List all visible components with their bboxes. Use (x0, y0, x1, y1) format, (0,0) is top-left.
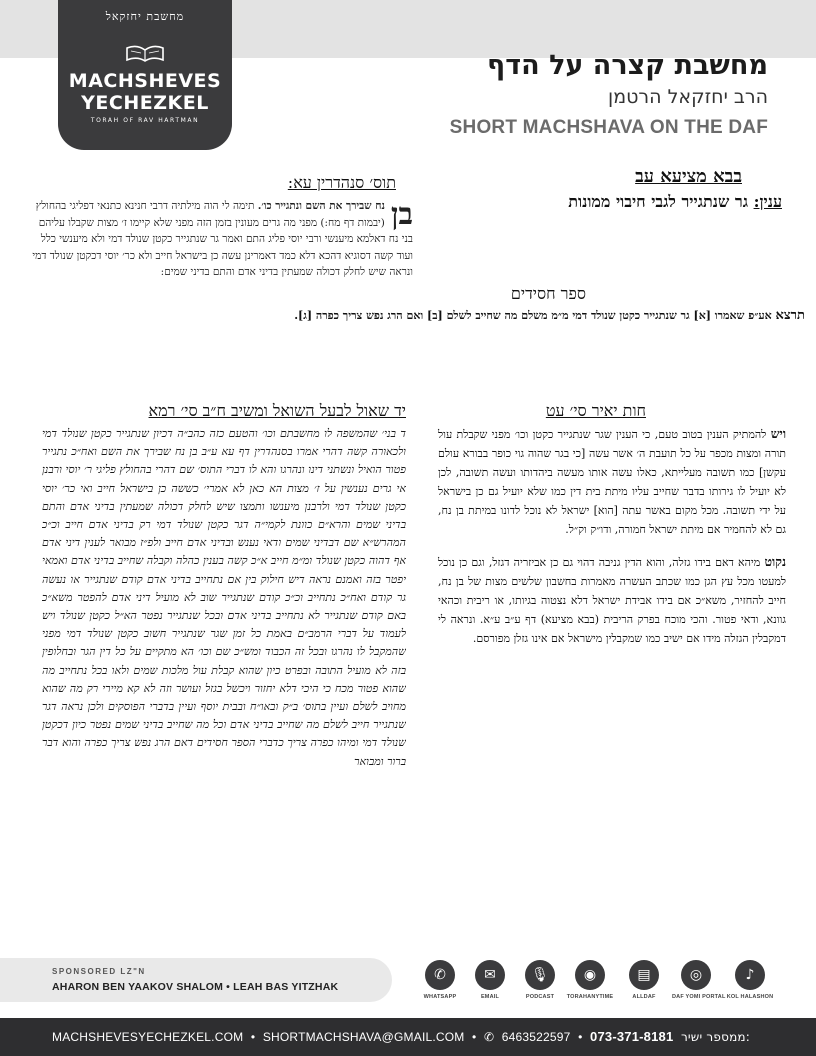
podcast-icon: 🎙 (525, 960, 555, 990)
logo-line2: YECHEZKEL (81, 92, 209, 114)
separator: • (250, 1030, 256, 1044)
torahanytime-link[interactable] (566, 960, 614, 1000)
email-icon: ✉ (475, 960, 505, 990)
chavos-p1-text: להמתיק הענין בטוב טעם, כי הענין שגר שנתגייר כקטן וכו׳ מפני שקבלת עול תורה ומצות מכפר על כל תועבת ה׳ אשר עשה [כי בגר שהוה גוי כופר בבורא עולם עקשן] כמו תשובה מעלייתא, כאלו עשה אותו מעשה ביהדותו ועשה תשובה, לכן לא יועיל לו גירותו בדבר שחייב עליו מיתת בית דין כמו שלא יועיל גם כן בישראל על ידי תשובה. מכל מקום באשר עתה [הוא] ישראל לא נוכל לדונו במיתת בן נח, גם לא להחמיר אם מיתת ישראל חמורה, ודו״ק וק״ל. (438, 428, 786, 537)
icon-caption: EMAIL (480, 994, 500, 1000)
kolhalashon-link[interactable] (726, 960, 774, 1000)
footer-bar (0, 1018, 816, 1056)
page-title-english: SHORT MACHSHAVA ON THE DAF (449, 117, 768, 138)
whatsapp-icon: ✆ (425, 960, 455, 990)
chasidim-text: אע״פ שאמרו [א] גר שנתגייר כקטן שנולד דמי מ״מ משלם מה שחייב לשלם [ב] ואם הרג נפש צריך כפרה [ג]. (294, 309, 772, 322)
tosfos-big-word: בן (390, 197, 413, 232)
icon-caption: KOL HALASHON (726, 994, 774, 1000)
platform-icons (416, 960, 796, 1006)
torahanytime-icon: ◉ (575, 960, 605, 990)
chasidim-text-block (270, 306, 805, 325)
whatsapp-link[interactable] (416, 960, 464, 1000)
masechta-heading: בבא מציעא עב (635, 166, 742, 187)
inyan-text: גר שנתגייר לגבי חיבוי ממונות (568, 192, 748, 211)
logo-hebrew: מחשבת יחזקאל (105, 10, 185, 23)
separator: • (578, 1030, 583, 1044)
author-hebrew: הרב יחזקאל הרטמן (608, 86, 768, 108)
kolhalashon-icon: ♪ (735, 960, 765, 990)
logo-tagline: TORAH OF RAV HARTMAN (90, 117, 200, 124)
daf-yomi-portal-icon: ◎ (681, 960, 711, 990)
chavos-text-block (438, 424, 786, 660)
phone-number-1[interactable]: 6463522597 (501, 1030, 571, 1044)
sponsor-label: SPONSORED LZ"N (52, 967, 146, 976)
icon-caption: DAF YOMI PORTAL (672, 994, 726, 1000)
tosfos-text-block (30, 198, 413, 368)
tosfos-heading: תוס׳ סנהדרין עא: (287, 173, 396, 192)
tosfos-text: תימה לי הוה מילתיה דרבי חנינא כתנאי דפליגי בהחולץ (יבמות דף מח:) מפני מה גרים מעונין בזמן הזה מפני שלא קיימו ז׳ מצות שקבלו עליהם בני נח דאלמא מיענשי ורבי יוסי פליג התם ואמר גר שנתגייר כקטן שנולד דמי ולא מיענשי כלל ועוד קשה דסוגיא דהכא דלא כמד דאמרינן עשה כן בישראל חייב ולא כר׳ יוסי דכקטן שנולד דמי ונראה שיש לחלק דכולה שמעתין בדיני אדם והתם בדיני שמים: (32, 200, 413, 279)
icon-caption: WHATSAPP (423, 994, 457, 1000)
open-book-icon (125, 44, 165, 62)
yad-heading: יד שאול לבעל השואל ומשיב ח״ב סי׳ רמא (148, 401, 406, 420)
alldaf-icon: ▤ (629, 960, 659, 990)
icon-caption: TORAHANYTIME (566, 994, 614, 1000)
chavos-paragraph (438, 424, 786, 540)
phone-icon: ✆ (483, 1030, 495, 1044)
email-link[interactable] (466, 960, 514, 1000)
direct-number-label: ממספר ישיר: (680, 1030, 751, 1044)
icon-caption: ALLDAF (632, 994, 656, 1000)
chavos-p1-label: ויש (770, 426, 787, 441)
logo-line1: MACHSHEVES (68, 70, 222, 92)
podcast-link[interactable] (516, 960, 564, 1000)
daf-yomi-portal-link[interactable] (672, 960, 726, 1000)
inyan-label: ענין: (753, 192, 782, 211)
chavos-p2-text: מיהא דאם בידו גזלה, והוא הדין גניבה דהוי גם כן אביזריה דגזל, וגם כן נוכל למעטו מכל עץ הגן כמו שכתב העשרה מאמרות בחשבון שלשים מצות של בן נח, חייב להחזיר, משא״כ אם בידו אבידת ישראל דלא נצטוה בגיותו, או ריבית וכהאי גוונא, ודאי פטור. והכי מוכח בפרק הריבית (בבא מציעא) דף ע״ב ע״א. ונראה לי דמקבלין הגזלה מידו אם ישיב כמו שמקבלין מישראל אם אינו גזלן מפורסם. (438, 555, 786, 645)
tosfos-dibur-hamaschil: נח שבירך את השם ונתגייר כו׳. (257, 200, 385, 212)
separator: • (472, 1030, 477, 1044)
phone-number-2[interactable]: 073-371-8181 (590, 1029, 674, 1044)
website-link[interactable]: MACHSHEVESYECHEZKEL.COM (52, 1030, 244, 1044)
alldaf-link[interactable] (620, 960, 668, 1000)
inyan-heading (568, 192, 782, 212)
sponsor-names: AHARON BEN YAAKOV SHALOM • LEAH BAS YITZHAK (52, 981, 339, 993)
chavos-p2-label: נקוט (764, 553, 787, 569)
icon-caption: PODCAST (525, 994, 555, 1000)
chavos-heading: חות יאיר סי׳ עט (545, 401, 646, 420)
chasidim-siman: תרצא (775, 308, 805, 323)
sponsor-banner (0, 958, 392, 1002)
chavos-paragraph (438, 552, 786, 648)
email-address-link[interactable]: SHORTMACHSHAVA@GMAIL.COM (262, 1030, 465, 1044)
page-title-hebrew: מחשבת קצרה על הדף (487, 50, 768, 81)
footer-contact-row (52, 1029, 754, 1044)
chasidim-heading: ספר חסידים (510, 284, 586, 303)
yad-text: ד בני׳ שהמשפה לו מחשבתם וכו׳ והטעם כזה כהב״ה דכיון שנתגייר כקטן שנולד דמי ולכאורה קשה דהרי אמרו בסנהדרין דף עא ע״ב בן נח שבירך את השם ואח״כ נתגייר פטור הואיל ונשתני דינו ונהרגו והא לו דברי התוס׳ שם דהרי בהחולץ פליגי ר׳ יוסי ורבנן אי גרים נענשין על ז׳ מצות הא כאן לא אמרי׳ כששה כן בישראל חייב ואי כר׳ יוסי כקטן שנולד דמי ולרבנן מיענשו ותמצו שיש לחלק דכולה שמעתין בדיני אדם והתם בדיני שמים והרא״ם כוונת לקמי״ה דגר כקטן שנולד דמי רק בדיני אדם חייב וכ״כ המהרש״א שם דבדיני שמים ודאי נענש ובדיני אדם חייב ולפ״ז מבואר לענין דיני אדם אף דהוה כקטן שנולד ומ״מ חייב א״כ קשה בענין כהלה וקבלה שחייב בדיני אדם ואמאי יפטר בזה ואמנם נראה דיש חילוק בין אם נתחייב בדיני אדם קודם שנתגייר או נעשה גר קודם ואח״כ נתחייב וכ״כ קודם שנתגייר שוב לא מועיל דיני אדם להפטר משא״כ באם קודם שנתגייר לא נתחייב בדיני אדם ובכל שנתגייר נפטר הא״ל כקטן שנולד ויש לעמוד על דברי הרמב״ם באמת כל זמן שגר שנתגייר חשוב כקטן שנולד דמי מפני שהמקבל לו נהרגו ובכל זה הכבוד ומש״כ שם וכו׳ הא מתקיים על כל דין הגר ובחלופין בזה לא מועיל התובה ובפרט כיון שהוא קבלת עול מלכות שמים ולאו בכל נתחייב מה שהוא פטור מכח כי היכי דלא יחזור ויכשל בגזל ועושר וזה לא קא מיירי רק מה שהוא מחויב לשלם ועיין בתוס׳ ב״ק ובאו״ח ובבית יוסף ועיין בדברי הפוסקים ולכן נראה דגר שנתגייר חייב לשלם מה שחייב בדיני אדם וכל מה שחייב בדיני שמים נפטר כיון דכקטן שנולד דמי ומיהו כפרה צריך כדברי הספר חסידים דאם הרג נפש צריך כפרה והוא דבר ברור ומבואר (42, 427, 406, 768)
logo (58, 0, 232, 150)
